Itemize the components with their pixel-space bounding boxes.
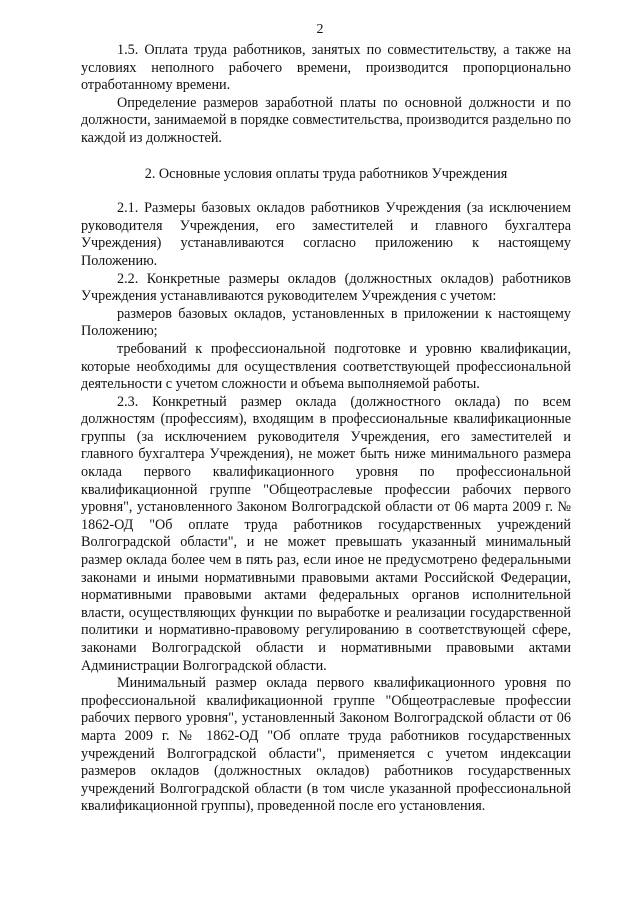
paragraph-2-3: 2.3. Конкретный размер оклада (должностного оклада) по всем должностям (профессиям), входящим в профессиональные квалификационные группы (за исключением руководителя Учреждения, его заместителей и главного бухгалтера Учреждения), не может быть ниже минимального размера оклада первого квалификационного уровня по профессиональной квалификационной группе "Общеотраслевые профессии рабочих первого уровня", установленного Законом Волгоградской области от 06 марта 2009 г. № 1862-ОД "Об оплате труда работников государственных учреждений Волгоградской области", и не может превышать указанный минимальный размер оклада более чем в пять раз, если иное не предусмотрено федеральными законами и иными нормативными правовыми актами Российской Федерации, нормативными правовыми актами федеральных органов исполнительной власти, осуществляющих функции по выработке и реализации государственной политики и нормативно-правовому регулированию в соответствующей сфере, законами Волгоградской области и нормативными правовыми актами Администрации Волгоградской области. xyxy=(81,393,571,674)
paragraph-2-1: 2.1. Размеры базовых окладов работников Учреждения (за исключением руководителя Учреждения, его заместителей и главного бухгалтера Учреждения) устанавливаются согласно приложению к настоящему Положению. xyxy=(81,200,571,269)
page-number: 2 xyxy=(316,22,324,37)
document-body xyxy=(81,42,571,816)
paragraph-2-2: 2.2. Конкретные размеры окладов (должностных окладов) работников Учреждения устанавливаются руководителем Учреждения с учетом: xyxy=(81,270,571,305)
paragraph-base-salaries: размеров базовых окладов, установленных в приложении к настоящему Положению; xyxy=(81,305,571,340)
paragraph-salary-determination: Определение размеров заработной платы по основной должности и по должности, занимаемой в порядке совместительства, производится раздельно по каждой из должностей. xyxy=(81,94,571,146)
paragraph-qualification-requirements: требований к профессиональной подготовке и уровню квалификации, которые необходимы для осуществления соответствующей профессиональной деятельности с учетом сложности и объема выполняемой работы. xyxy=(81,340,571,393)
section-2-heading: 2. Основные условия оплаты труда работников Учреждения xyxy=(144,165,508,182)
paragraph-minimum-salary: Минимальный размер оклада первого квалификационного уровня по профессиональной квалификационной группе "Общеотраслевые профессии рабочих первого уровня", установленный Законом Волгоградской области от 06 марта 2009 г. № 1862-ОД "Об оплате труда работников государственных учреждений Волгоградской области", применяется с учетом индексации размеров окладов (должностных окладов) работников государственных учреждений Волгоградской области (в том числе указанной профессиональной квалификационной группы), проведенной после его установления. xyxy=(81,675,571,815)
paragraph-1-5: 1.5. Оплата труда работников, занятых по совместительству, а также на условиях неполного рабочего времени, производится пропорционально отработанному времени. xyxy=(81,42,571,94)
